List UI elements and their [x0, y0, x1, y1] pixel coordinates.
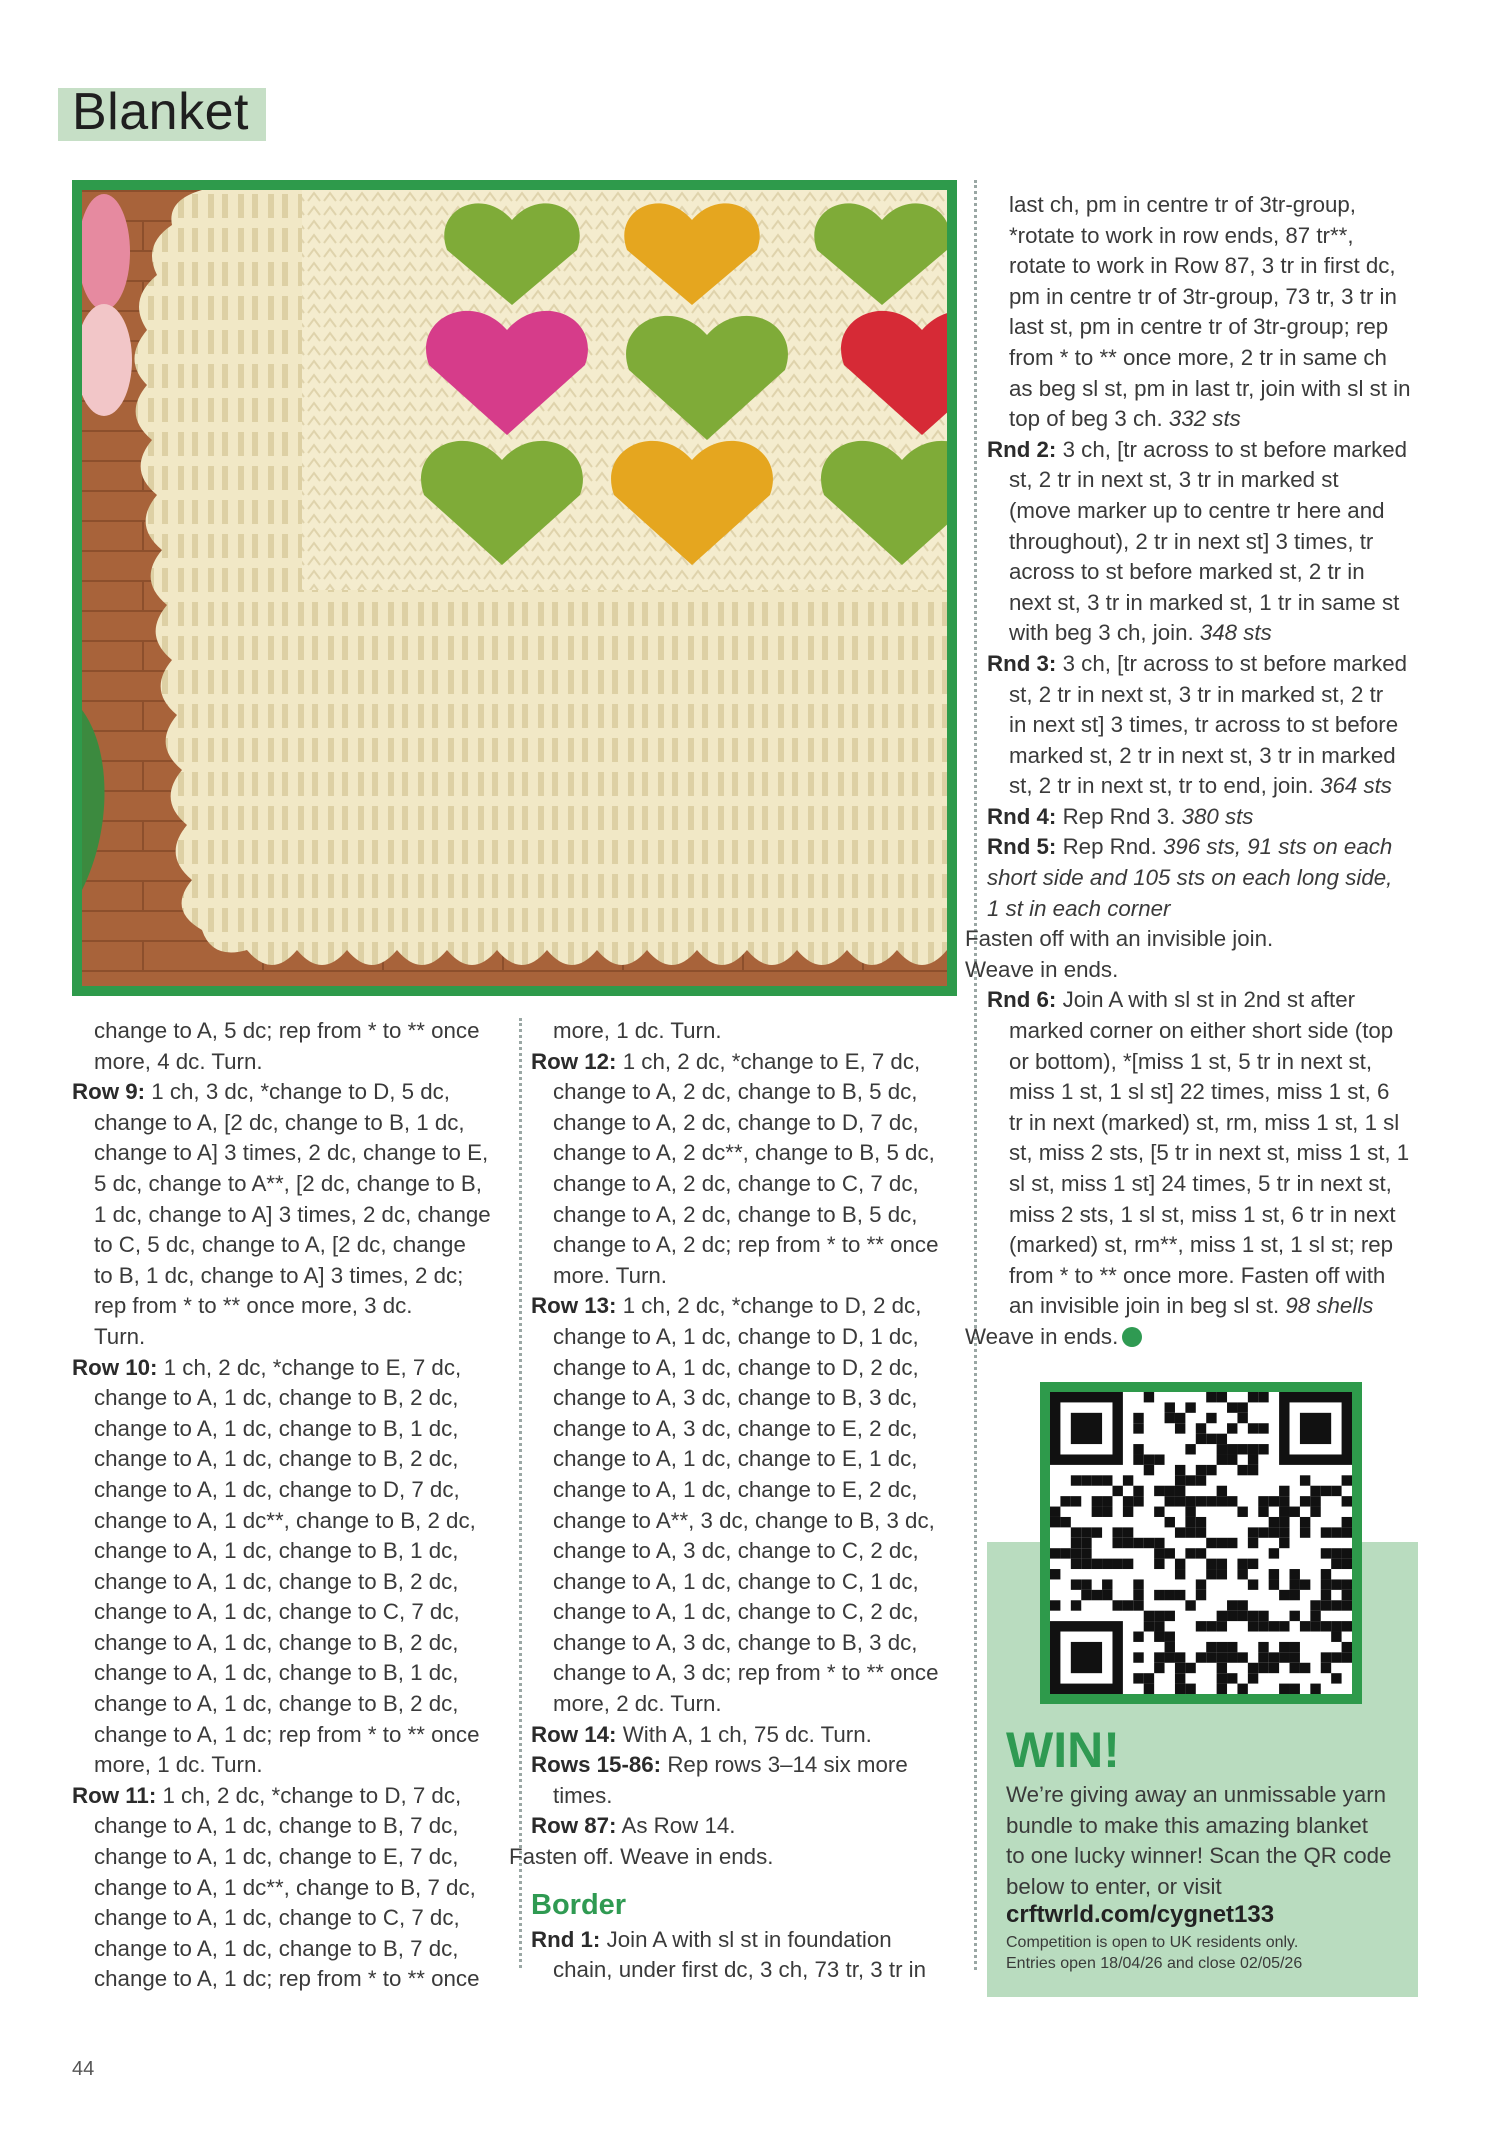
row-label: Rnd 1: — [531, 1926, 601, 1952]
instruction-text: change to A, 1 dc, change to C, 2 dc, — [553, 1599, 919, 1625]
instruction-line — [94, 1230, 512, 1261]
instruction-line — [1009, 771, 1417, 802]
instruction-text: As Row 14. — [616, 1813, 736, 1839]
instruction-block — [531, 1811, 971, 1842]
competition-term-line: Entries open 18/04/26 and close 02/05/26 — [1006, 1955, 1303, 1972]
column-divider-1 — [519, 1018, 522, 1968]
instruction-text: change to A, 1 dc, change to B, 1 dc, — [94, 1538, 459, 1564]
page-number: 44 — [72, 2058, 95, 2080]
instruction-text: Join A with sl st in foundation — [600, 1926, 892, 1952]
instruction-text: more. Turn. — [553, 1262, 667, 1288]
competition-term-line: Competition is open to UK residents only. — [1006, 1934, 1299, 1951]
instruction-block — [509, 1842, 971, 1873]
instruction-text: miss 1 st, 1 sl st] 22 times, miss 1 st, 6 — [1009, 1079, 1390, 1105]
instruction-text: marked corner on either short side (top — [1009, 1018, 1394, 1044]
instruction-text: pm in centre tr of 3tr-group, 73 tr, 3 tr in — [1009, 283, 1397, 309]
instruction-line — [72, 1077, 512, 1108]
stitch-count: 380 sts — [1175, 803, 1254, 829]
instruction-text: *rotate to work in row ends, 87 tr**, — [1009, 222, 1354, 248]
instruction-text: 3 ch, [tr across to st before marked — [1056, 436, 1408, 462]
border-heading: Border — [531, 1888, 627, 1921]
instruction-block — [531, 1291, 971, 1719]
instruction-text: change to A, [2 dc, change to B, 1 dc, — [94, 1109, 465, 1135]
instruction-text: 1 ch, 3 dc, *change to D, 5 dc, — [145, 1079, 450, 1105]
instruction-text: change to A, 3 dc, change to B, 3 dc, — [553, 1385, 918, 1411]
row-label: Rnd 6: — [987, 987, 1057, 1013]
competition-line: to one lucky winner! Scan the QR code — [1006, 1843, 1392, 1869]
instruction-line — [94, 1383, 512, 1414]
instruction-text: 1 ch, 2 dc, *change to E, 7 dc, — [157, 1354, 462, 1380]
instruction-text: change to A] 3 times, 2 dc, change to E, — [94, 1140, 489, 1166]
instruction-text: change to A, 1 dc, change to B, 1 dc, — [94, 1415, 459, 1441]
instruction-text: or bottom), *[miss 1 st, 5 tr in next st, — [1009, 1048, 1373, 1074]
instruction-text: change to A, 1 dc; rep from * to ** once — [94, 1966, 480, 1992]
instruction-block — [531, 1720, 971, 1751]
instruction-text: miss 2 sts, 1 sl st, miss 1 st, 6 tr in next — [1009, 1201, 1396, 1227]
instruction-block — [72, 1781, 512, 1995]
instruction-line — [94, 1108, 512, 1139]
instruction-text: change to A, 1 dc, change to B, 2 dc, — [94, 1446, 459, 1472]
row-label: Rnd 3: — [987, 650, 1057, 676]
competition-line: bundle to make this amazing blanket — [1006, 1812, 1368, 1838]
instruction-text: change to A, 3 dc, change to E, 2 dc, — [553, 1415, 918, 1441]
instruction-line — [987, 832, 1417, 863]
instruction-line — [1009, 374, 1417, 405]
instruction-line — [553, 1955, 971, 1986]
instruction-line — [553, 1200, 971, 1231]
instruction-text: change to A, 2 dc, change to B, 5 dc, — [553, 1079, 918, 1105]
instruction-text: change to A**, 3 dc, change to B, 3 dc, — [553, 1507, 935, 1533]
instruction-line — [531, 1047, 971, 1078]
row-label: Rnd 5: — [987, 834, 1057, 860]
instruction-line — [1009, 1169, 1417, 1200]
instruction-text: throughout), 2 tr in next st] 3 times, tr — [1009, 528, 1374, 554]
instruction-block — [987, 802, 1417, 833]
instruction-text: change to A, 1 dc, change to D, 2 dc, — [553, 1354, 919, 1380]
instruction-text: change to A, 3 dc, change to C, 2 dc, — [553, 1538, 919, 1564]
instruction-text: change to A, 2 dc; rep from * to ** once — [553, 1232, 939, 1258]
instruction-text: change to A, 1 dc, change to B, 2 dc, — [94, 1568, 459, 1594]
instruction-text: top of beg 3 ch. — [1009, 406, 1163, 432]
instruction-line — [1009, 741, 1417, 772]
competition-line: We’re giving away an unmissable yarn — [1006, 1782, 1387, 1807]
row-label: Row 13: — [531, 1293, 617, 1319]
instruction-line — [553, 1628, 971, 1659]
instruction-line — [965, 955, 1417, 986]
instruction-line — [1009, 251, 1417, 282]
instruction-line — [987, 435, 1417, 466]
instruction-line — [94, 1536, 512, 1567]
competition-text — [1006, 1780, 1406, 1902]
instruction-text: change to A, 1 dc, change to D, 1 dc, — [553, 1323, 919, 1349]
instruction-text: change to A, 2 dc**, change to B, 5 dc, — [553, 1140, 935, 1166]
instruction-line — [94, 1567, 512, 1598]
instruction-text: change to A, 2 dc, change to B, 5 dc, — [553, 1201, 918, 1227]
stitch-count: 396 sts, 91 sts on each — [1156, 834, 1393, 860]
instruction-text: Turn. — [94, 1323, 146, 1349]
instruction-text: across to st before marked st, 2 tr in — [1009, 559, 1365, 585]
instruction-line — [1009, 1230, 1417, 1261]
instruction-line — [94, 1261, 512, 1292]
instruction-text: more, 1 dc. Turn. — [94, 1752, 263, 1778]
instruction-line — [553, 1689, 971, 1720]
instruction-line — [553, 1475, 971, 1506]
row-label: Rows 15-86: — [531, 1752, 662, 1778]
instruction-text: with beg 3 ch, join. — [1009, 620, 1194, 646]
instruction-block — [987, 190, 1417, 435]
instruction-line — [94, 1750, 512, 1781]
instruction-text: change to A, 1 dc, change to B, 7 dc, — [94, 1935, 459, 1961]
instruction-text: Rep Rnd. — [1056, 834, 1157, 860]
instruction-text: sl st, miss 1 st] 24 times, 5 tr in next st, — [1009, 1171, 1392, 1196]
blanket-photo — [72, 180, 957, 996]
instruction-line — [94, 1169, 512, 1200]
instruction-line — [1009, 1291, 1417, 1322]
instruction-line — [1009, 282, 1417, 313]
stitch-count: 348 sts — [1193, 620, 1272, 646]
instruction-text: change to A, 1 dc; rep from * to ** once — [94, 1721, 480, 1747]
row-label: Row 12: — [531, 1048, 617, 1074]
instruction-line — [553, 1383, 971, 1414]
instruction-line — [94, 1322, 512, 1353]
instruction-text: 1 ch, 2 dc, *change to D, 7 dc, — [156, 1782, 462, 1808]
instruction-text: marked st, 2 tr in next st, 3 tr in marked — [1009, 742, 1396, 768]
instruction-text: more, 1 dc. Turn. — [553, 1018, 722, 1043]
instruction-text: change to A, 1 dc, change to D, 7 dc, — [94, 1476, 460, 1502]
qr-code-icon — [1050, 1392, 1352, 1694]
instruction-line — [987, 649, 1417, 680]
instruction-text: last ch, pm in centre tr of 3tr-group, — [1009, 192, 1356, 217]
instruction-text: (move marker up to centre tr here and — [1009, 497, 1385, 523]
instruction-text: Weave in ends. — [965, 956, 1119, 982]
instruction-line — [94, 1506, 512, 1537]
stitch-count: 332 sts — [1162, 406, 1241, 432]
instruction-line — [553, 1781, 971, 1812]
instruction-text: Weave in ends. — [965, 1323, 1119, 1349]
competition-url[interactable]: crftwrld.com/cygnet133 — [1006, 1901, 1275, 1928]
instruction-text: Join A with sl st in 2nd st after — [1056, 987, 1356, 1013]
instruction-text: st, 2 tr in next st, 3 tr in marked st — [1009, 467, 1339, 493]
instruction-line — [1009, 557, 1417, 588]
instruction-line — [553, 1261, 971, 1292]
instruction-text: change to A, 5 dc; rep from * to ** once — [94, 1018, 480, 1043]
instruction-block — [531, 1047, 971, 1292]
stitch-count: short side and 105 sts on each long side, — [987, 865, 1393, 891]
instruction-text: Rep Rnd 3. — [1056, 803, 1176, 829]
instruction-line — [1009, 1200, 1417, 1231]
stitch-count: 98 shells — [1279, 1293, 1374, 1319]
instruction-line — [1009, 527, 1417, 558]
instruction-line — [94, 1291, 512, 1322]
instruction-text: change to A, 1 dc**, change to B, 7 dc, — [94, 1874, 476, 1900]
instruction-text: 3 ch, [tr across to st before marked — [1056, 650, 1408, 676]
instruction-line — [531, 1291, 971, 1322]
instruction-text: change to A, 1 dc, change to E, 1 dc, — [553, 1446, 918, 1472]
instruction-block — [987, 832, 1417, 924]
instruction-line — [509, 1842, 971, 1873]
instruction-line — [987, 985, 1417, 1016]
instruction-text: change to A, 1 dc, change to E, 2 dc, — [553, 1476, 918, 1502]
instruction-line — [94, 1414, 512, 1445]
row-label: Row 9: — [72, 1079, 146, 1105]
instruction-line — [553, 1506, 971, 1537]
instruction-text: (marked) st, rm**, miss 1 st, 1 sl st; rep — [1009, 1232, 1394, 1258]
instruction-text: as beg sl st, pm in last tr, join with sl st in — [1009, 375, 1411, 401]
instruction-line — [1009, 465, 1417, 496]
instruction-line — [553, 1016, 971, 1047]
instruction-line — [94, 1628, 512, 1659]
instruction-line — [1009, 1138, 1417, 1169]
instruction-line — [553, 1658, 971, 1689]
instruction-text: change to A, 1 dc, change to C, 7 dc, — [94, 1599, 460, 1625]
instruction-line — [94, 1720, 512, 1751]
instruction-text: next st, 3 tr in marked st, 1 tr in same st — [1009, 589, 1400, 615]
blanket-illustration — [82, 190, 947, 986]
qr-code-frame — [1040, 1382, 1362, 1704]
instruction-text: change to A, 2 dc, change to D, 7 dc, — [553, 1109, 919, 1135]
competition-terms — [1006, 1932, 1302, 1974]
instruction-line — [553, 1567, 971, 1598]
instruction-line — [94, 1964, 512, 1995]
instruction-line — [553, 1597, 971, 1628]
instruction-line — [94, 1842, 512, 1873]
instruction-text: rep from * to ** once more, 3 dc. — [94, 1293, 413, 1319]
instruction-text: to B, 1 dc, change to A] 3 times, 2 dc; — [94, 1262, 464, 1288]
instruction-line — [553, 1414, 971, 1445]
instruction-line — [531, 1811, 971, 1842]
instruction-block — [965, 1322, 1417, 1353]
instruction-text: Fasten off with an invisible join. — [965, 926, 1274, 952]
instructions-column-3 — [965, 190, 1417, 1353]
stitch-count: 364 sts — [1313, 773, 1392, 799]
instruction-block — [531, 1016, 971, 1047]
instruction-block — [531, 1925, 971, 1986]
instruction-line — [1009, 312, 1417, 343]
instruction-line — [94, 1475, 512, 1506]
instruction-block — [531, 1750, 971, 1811]
instruction-line — [1009, 343, 1417, 374]
row-label: Row 14: — [531, 1721, 617, 1747]
instruction-text: change to A, 2 dc, change to C, 7 dc, — [553, 1170, 919, 1196]
instruction-line — [94, 1811, 512, 1842]
instruction-line — [531, 1925, 971, 1956]
instruction-text: change to A, 1 dc**, change to B, 2 dc, — [94, 1507, 476, 1533]
row-label: Row 11: — [72, 1782, 157, 1808]
instruction-text: more, 2 dc. Turn. — [553, 1691, 722, 1717]
qr-code[interactable] — [1050, 1392, 1352, 1694]
instruction-text: change to A, 1 dc, change to B, 1 dc, — [94, 1660, 459, 1686]
instruction-block — [987, 435, 1417, 649]
instruction-line — [553, 1108, 971, 1139]
instruction-line — [531, 1750, 971, 1781]
instruction-line — [987, 802, 1417, 833]
instruction-text: from * to ** once more. Fasten off with — [1009, 1262, 1386, 1288]
competition-title: WIN! — [1006, 1722, 1120, 1778]
instruction-block — [987, 649, 1417, 802]
row-label: Rnd 4: — [987, 803, 1057, 829]
row-label: Row 10: — [72, 1354, 158, 1380]
instruction-text: chain, under first dc, 3 ch, 73 tr, 3 tr in — [553, 1957, 927, 1983]
instruction-line — [553, 1536, 971, 1567]
instruction-line — [1009, 1261, 1417, 1292]
instruction-text: With A, 1 ch, 75 dc. Turn. — [616, 1721, 872, 1747]
instruction-line — [94, 1658, 512, 1689]
instruction-text: st, miss 2 sts, [5 tr in next st, miss 1 st, 1 — [1009, 1140, 1410, 1166]
instruction-text: 1 ch, 2 dc, *change to E, 7 dc, — [616, 1048, 921, 1074]
instruction-line — [94, 1873, 512, 1904]
instruction-line — [965, 924, 1417, 955]
instruction-text: Rep rows 3–14 six more — [661, 1752, 908, 1778]
instruction-text: st, 2 tr in next st, 3 tr in marked st, 2 tr — [1009, 681, 1384, 707]
instruction-text: st, 2 tr in next st, tr to end, join. — [1009, 773, 1314, 799]
instruction-block — [987, 985, 1417, 1322]
instruction-block — [72, 1077, 512, 1352]
instruction-text: rotate to work in Row 87, 3 tr in first dc, — [1009, 253, 1396, 279]
instruction-text: to C, 5 dc, change to A, [2 dc, change — [94, 1232, 466, 1258]
instruction-line — [94, 1597, 512, 1628]
instruction-line — [94, 1903, 512, 1934]
instruction-text: 5 dc, change to A**, [2 dc, change to B, — [94, 1170, 482, 1196]
instruction-line — [94, 1444, 512, 1475]
instruction-line — [553, 1077, 971, 1108]
instruction-line — [553, 1138, 971, 1169]
instruction-block — [72, 1353, 512, 1781]
instruction-text: change to A, 1 dc, change to C, 1 dc, — [553, 1568, 919, 1594]
instruction-line — [94, 1047, 512, 1078]
instruction-line — [94, 1138, 512, 1169]
instruction-line — [72, 1781, 512, 1812]
instruction-line — [553, 1230, 971, 1261]
row-label: Rnd 2: — [987, 436, 1057, 462]
instructions-column-2 — [509, 1016, 971, 1986]
instruction-text: change to A, 1 dc, change to B, 2 dc, — [94, 1691, 459, 1717]
instruction-text: change to A, 1 dc, change to E, 7 dc, — [94, 1844, 459, 1870]
instruction-text: times. — [553, 1782, 613, 1808]
instruction-line — [94, 1016, 512, 1047]
instruction-text: change to A, 1 dc, change to B, 2 dc, — [94, 1385, 459, 1411]
page-title: Blanket — [72, 83, 249, 141]
instruction-line — [94, 1200, 512, 1231]
instruction-line — [1009, 710, 1417, 741]
instruction-line — [553, 1169, 971, 1200]
instruction-line — [1009, 221, 1417, 252]
instruction-text: change to A, 3 dc, change to B, 3 dc, — [553, 1629, 918, 1655]
instruction-line — [965, 1322, 1417, 1353]
instruction-line — [1009, 1016, 1417, 1047]
instruction-line — [553, 1444, 971, 1475]
row-label: Row 87: — [531, 1813, 617, 1839]
instruction-text: tr in next (marked) st, rm, miss 1 st, 1 sl — [1009, 1109, 1400, 1135]
instruction-text: 1 ch, 2 dc, *change to D, 2 dc, — [616, 1293, 922, 1319]
column-divider-2 — [974, 180, 977, 1970]
instruction-line — [1009, 588, 1417, 619]
instruction-text: change to A, 1 dc, change to B, 2 dc, — [94, 1629, 459, 1655]
stitch-count: 1 st in each corner — [987, 895, 1171, 921]
instruction-line — [94, 1934, 512, 1965]
instruction-block — [965, 924, 1417, 955]
instruction-line — [94, 1689, 512, 1720]
instruction-line — [1009, 618, 1417, 649]
instruction-text: more, 4 dc. Turn. — [94, 1048, 263, 1074]
instructions-column-1 — [72, 1016, 512, 1995]
instruction-line — [1009, 680, 1417, 711]
instruction-text: 1 dc, change to A] 3 times, 2 dc, change — [94, 1201, 491, 1227]
instruction-line — [72, 1353, 512, 1384]
instruction-line — [553, 1353, 971, 1384]
instruction-line — [1009, 1108, 1417, 1139]
instruction-line — [553, 1322, 971, 1353]
instruction-line — [531, 1720, 971, 1751]
instruction-text: last st, pm in centre tr of 3tr-group; rep — [1009, 314, 1389, 340]
instruction-text: change to A, 3 dc; rep from * to ** once — [553, 1660, 939, 1686]
instruction-line — [1009, 496, 1417, 527]
instruction-text: from * to ** once more, 2 tr in same ch — [1009, 344, 1387, 370]
instruction-block — [965, 955, 1417, 986]
instruction-text: change to A, 1 dc, change to C, 7 dc, — [94, 1905, 460, 1931]
instruction-text: Fasten off. Weave in ends. — [509, 1844, 774, 1870]
instruction-line — [1009, 404, 1417, 435]
instruction-line — [1009, 190, 1417, 221]
competition-line: below to enter, or visit — [1006, 1873, 1222, 1899]
instruction-block — [72, 1016, 512, 1077]
instruction-text: change to A, 1 dc, change to B, 7 dc, — [94, 1813, 459, 1839]
instruction-text: an invisible join in beg sl st. — [1009, 1293, 1280, 1319]
instruction-line — [1009, 1047, 1417, 1078]
instruction-text: in next st] 3 times, tr across to st before — [1009, 712, 1399, 738]
yarn-ball-icon — [1122, 1327, 1142, 1347]
instruction-line — [1009, 1077, 1417, 1108]
